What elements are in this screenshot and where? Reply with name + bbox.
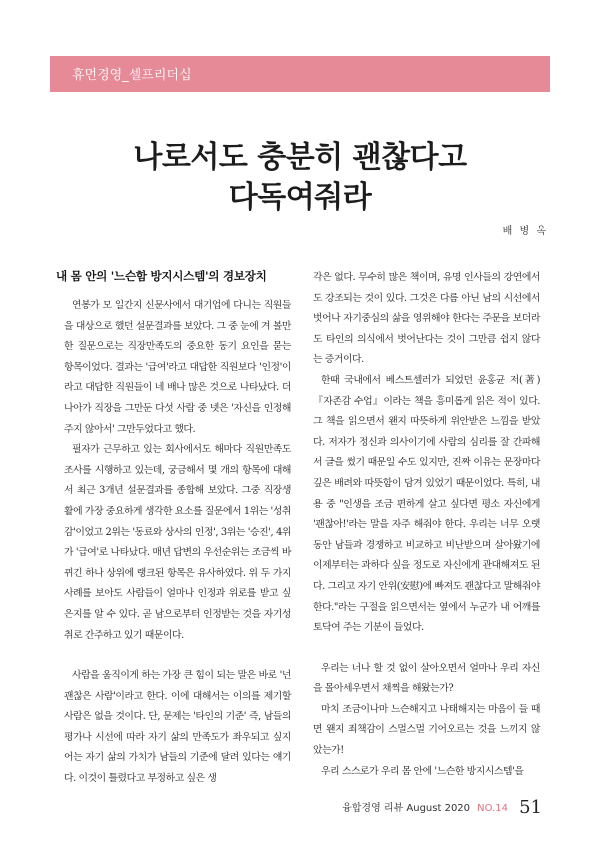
body-paragraph: 마치 조금이나마 느슨해지고 나태해지는 마음이 들 때면 왠지 죄책감이 스멀스멀 기어오르는 것을 느끼지 않았는가! [313,703,540,757]
section-label: 휴먼경영_셀프리더십 [72,68,192,83]
page-footer [342,796,542,818]
page-number: 51 [519,797,542,818]
article-title-line-2: 다독여줘라 [228,180,372,215]
issue-number: NO.14 [477,803,508,814]
body-paragraph: 각은 없다. 무수히 많은 책이며, 유명 인사들의 강연에서도 강조되는 것이 있다. 그것은 다름 아닌 남의 시선에서 벗어나 자기중심의 삶을 영위해야 한다는 주문을 보더라도 타인의 의식에서 벗어난다는 것이 그만큼 쉽지 않다는 증거이다. [313,272,540,366]
left-column [56,268,291,790]
body-paragraph: 우리 스스로가 우리 몸 안에 '느슨한 방지시스템'을 [321,765,524,777]
body-paragraph: 연봉가 모 일간지 신문사에서 대기업에 다니는 직원들을 대상으로 했던 설문결과를 보았다. 그 중 눈에 겨 볼만한 질문으로는 직장만족도의 중요한 동기 요인을 묻는 항목이었다. 결과는 '급여'라고 대답한 직원보다 '인정'이라고 대답한 직원들이 네 배나 많은 것으로 나타났다. 더 나아가 직장을 그만둔 다섯 사람 중 넷은 '자신을 인정해주지 않아서' 그만두었다고 했다. [64,300,291,435]
body-paragraph: 한때 국내에서 베스트셀러가 되었던 윤홍균 저(著) 『자존감 수업』이라는 책을 흥미롭게 읽은 적이 있다. 그 책을 읽으면서 왠지 따뜻하게 위안받은 느낌을 받았다. 저자가 정신과 의사이기에 사람의 심리를 잘 간파해서 글을 썼기 때문일 수도 있지만, 진짜 이유는 문장마다 깊은 배려와 따뜻함이 담겨 있었기 때문이었다. 특히, 내용 중 "인생을 조금 편하게 살고 싶다면 평소 자신에게 '괜찮아!'라는 말을 자주 해줘야 한다. 우리는 너무 오랫동안 남들과 경쟁하고 비교하고 비난받으며 살아왔기에 이제부터는 과하다 싶을 정도로 자신에게 관대해져도 된다. 그리고 자기 안위(安慰)에 빠져도 괜찮다고 말해줘야 한다."라는 구절을 읽으면서는 옆에서 누군가 내 어깨를 토닥여 주는 기분이 들었다. [313,374,540,634]
right-column [313,268,540,782]
body-paragraph: 필자가 근무하고 있는 회사에서도 해마다 직원만족도 조사를 시행하고 있는데, 궁금해서 몇 개의 항목에 대해서 최근 3개년 설문결과를 종합해 보았다. 그중 직장생활에 가장 중요하게 생각한 요소를 질문에서 1위는 '성취감'이었고 2위는 '동료와 상사의 인정', 3위는 '승진', 4위가 '급여'로 나타났다. 매년 답변의 우선순위는 조금씩 바뀌긴 하나 상위에 랭크된 항목은 유사하였다. 위 두 가지 사례를 보아도 사람들이 얼마나 인정과 위로를 받고 싶은지를 알 수 있다. 곧 남으로부터 인정받는 것을 자기성취로 간주하고 있기 때문이다. [64,444,291,641]
body-paragraph: 사람을 움직이게 하는 가장 큰 힘이 되는 말은 바로 '넌 괜찮은 사람'이라고 한다. 이에 대해서는 이의를 제기할 사람은 없을 것이다. 단, 문제는 '타인의 기준' 즉, 남들의 평가나 시선에 따라 자기 삶의 만족도가 좌우되고 싶지어는 자기 삶의 가치가 남들의 기준에 달려 있다는 얘기다. 이것이 틀렸다고 부정하고 싶은 생 [64,670,291,785]
section-heading: 내 몸 안의 '느슨함 방지시스템'의 경보장치 [56,269,267,283]
magazine-name: 융합경영 리뷰 August 2020 [342,803,471,814]
article-title-line-1: 나로서도 충분히 괜찮다고 [133,140,467,175]
section-banner [50,56,550,92]
body-paragraph: 우리는 너나 할 것 없이 살아오면서 얼마나 우리 자신을 몰아세우면서 채찍을 해왔는가? [313,662,540,695]
author-name: 배 병 옥 [502,226,548,237]
